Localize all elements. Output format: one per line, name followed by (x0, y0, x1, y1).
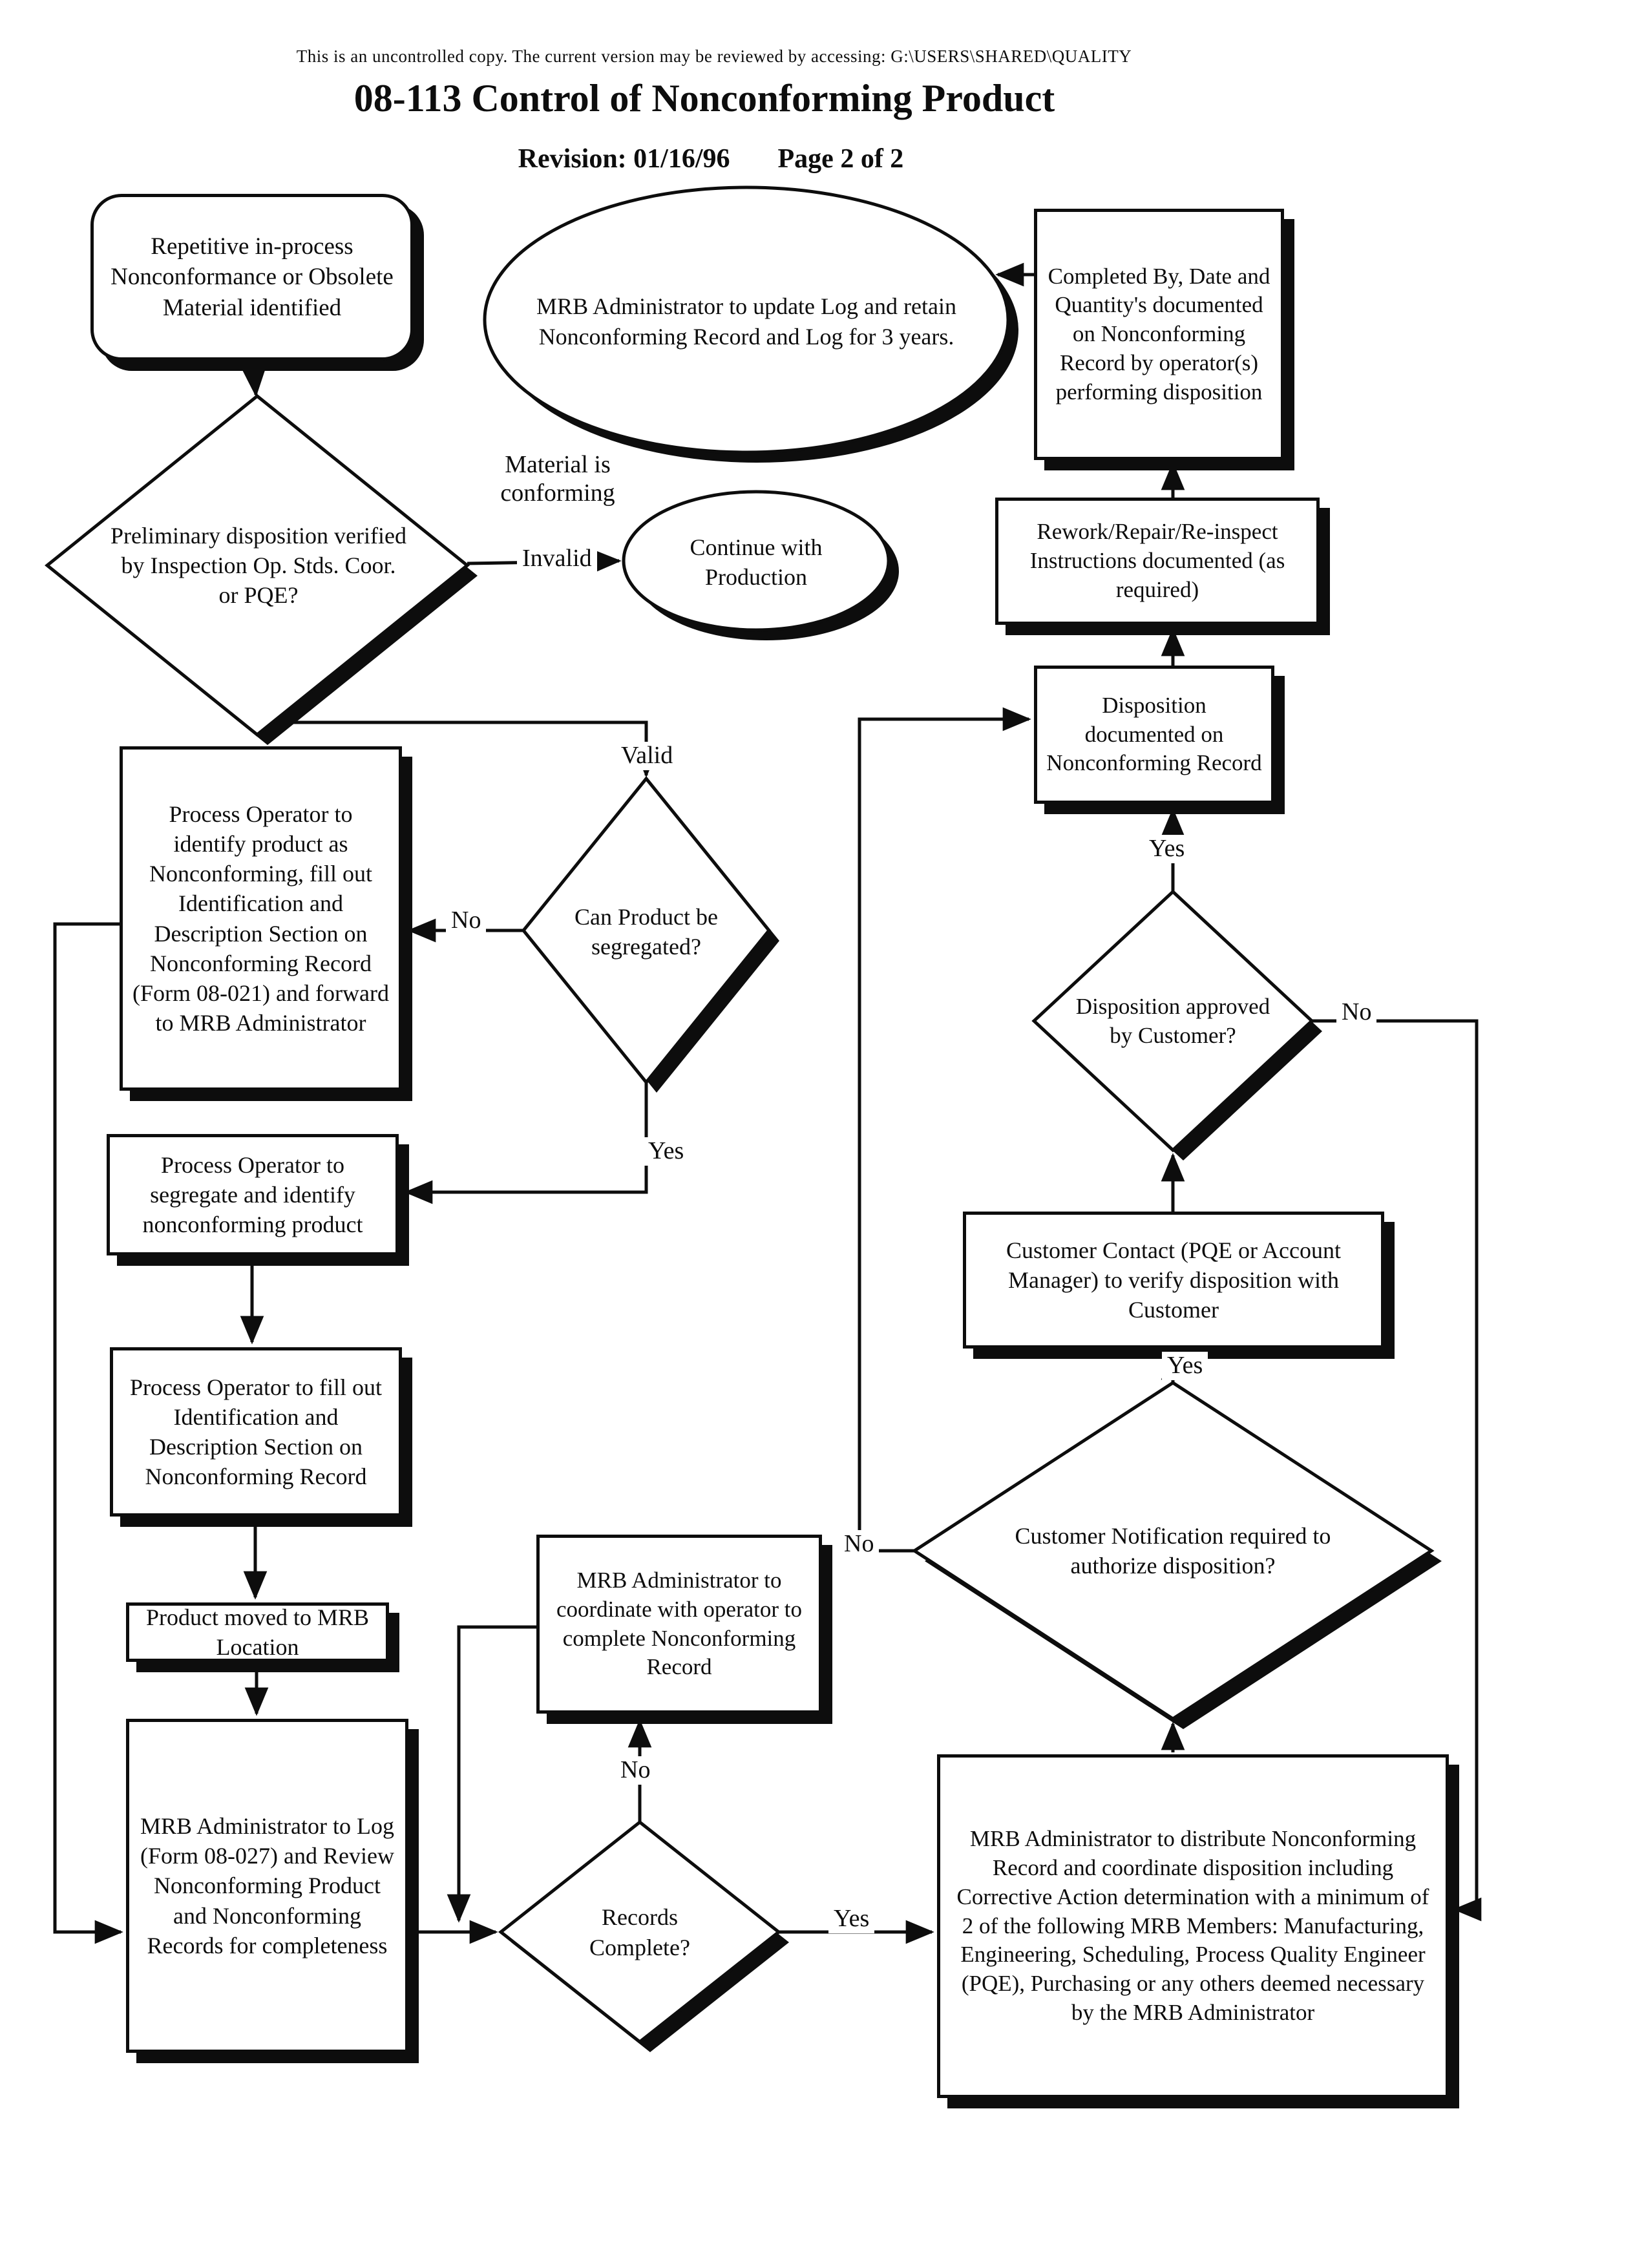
revision-line (258, 143, 1163, 174)
node-rework: Rework/Repair/Re-inspect Instructions documented (as required) (995, 498, 1320, 625)
node-distribute: MRB Administrator to distribute Nonconforming Record and coordinate disposition including Corrective Action determination with a minimum of 2 of the following MRB Members: Manufacturing, Engineering, Scheduling, Process Quality Engineer (PQE), Purchasing or any others deemed necessary by the MRB Administrator (937, 1754, 1449, 2098)
node-fill-out: Process Operator to fill out Identification and Description Section on Nonconforming Record (110, 1347, 402, 1517)
decision-preliminary-disposition-label: Preliminary disposition verified by Inspection Op. Stds. Coor. or PQE? (111, 522, 406, 609)
node-customer-contact: Customer Contact (PQE or Account Manager) to verify disposition with Customer (963, 1212, 1384, 1349)
node-mrb-log: MRB Administrator to Log (Form 08-027) and Review Nonconforming Product and Nonconforming Records for completeness (126, 1719, 408, 2053)
node-completed-by: Completed By, Date and Quantity's documented on Nonconforming Record by operator(s) performing disposition (1034, 209, 1284, 460)
decision-disposition-approved-label: Disposition approved by Customer? (1075, 993, 1270, 1048)
page-number: Page 2 of 2 (777, 144, 904, 174)
decision-records-complete-label: Records Complete? (589, 1904, 690, 1960)
node-coordinate: MRB Administrator to coordinate with operator to complete Nonconforming Record (536, 1535, 822, 1714)
label-no-segregate: No (446, 907, 486, 935)
label-no-records: No (615, 1756, 655, 1785)
connector-yes-to-segregate (406, 1082, 646, 1192)
node-product-moved: Product moved to MRB Location (126, 1602, 389, 1662)
label-yes-segregate: Yes (643, 1137, 689, 1166)
label-yes-records: Yes (828, 1905, 874, 1933)
label-no-disposition: No (1336, 998, 1376, 1027)
label-material-conforming: Material is conforming (500, 451, 615, 507)
label-yes-notification: Yes (1162, 1352, 1208, 1380)
connector-coordinate-loop (459, 1627, 536, 1920)
decision-can-segregate-label: Can Product be segregated? (574, 903, 718, 960)
label-valid: Valid (616, 742, 678, 770)
label-yes-disposition: Yes (1144, 835, 1190, 863)
revision-value: Revision: 01/16/96 (518, 144, 730, 174)
uncontrolled-copy-notice: This is an uncontrolled copy. The current version may be reviewed by accessing: G:\USERS\SHARED\QUALITY (296, 47, 1132, 66)
node-segregate: Process Operator to segregate and identify nonconforming product (107, 1134, 399, 1255)
terminator-continue-production-label: Continue with Production (690, 534, 823, 590)
label-invalid: Invalid (517, 545, 597, 573)
connector-notification-no-loop (859, 719, 1029, 1551)
page-title: 08-113 Control of Nonconforming Product (353, 77, 1055, 120)
node-start: Repetitive in-process Nonconformance or Obsolete Material identified (90, 194, 414, 361)
connector-start-to-preliminary (253, 361, 256, 395)
terminator-update-log-label: MRB Administrator to update Log and retain Nonconforming Record and Log for 3 years. (536, 293, 956, 350)
node-identify-product: Process Operator to identify product as Nonconforming, fill out Identification and Description Section on Nonconforming Record (Form 08-021) and forward to MRB Administrator (120, 746, 402, 1091)
label-no-notification: No (839, 1530, 879, 1559)
decision-customer-notification-label: Customer Notification required to authorize disposition? (1015, 1522, 1331, 1579)
node-disposition-documented: Disposition documented on Nonconforming Record (1034, 666, 1274, 804)
